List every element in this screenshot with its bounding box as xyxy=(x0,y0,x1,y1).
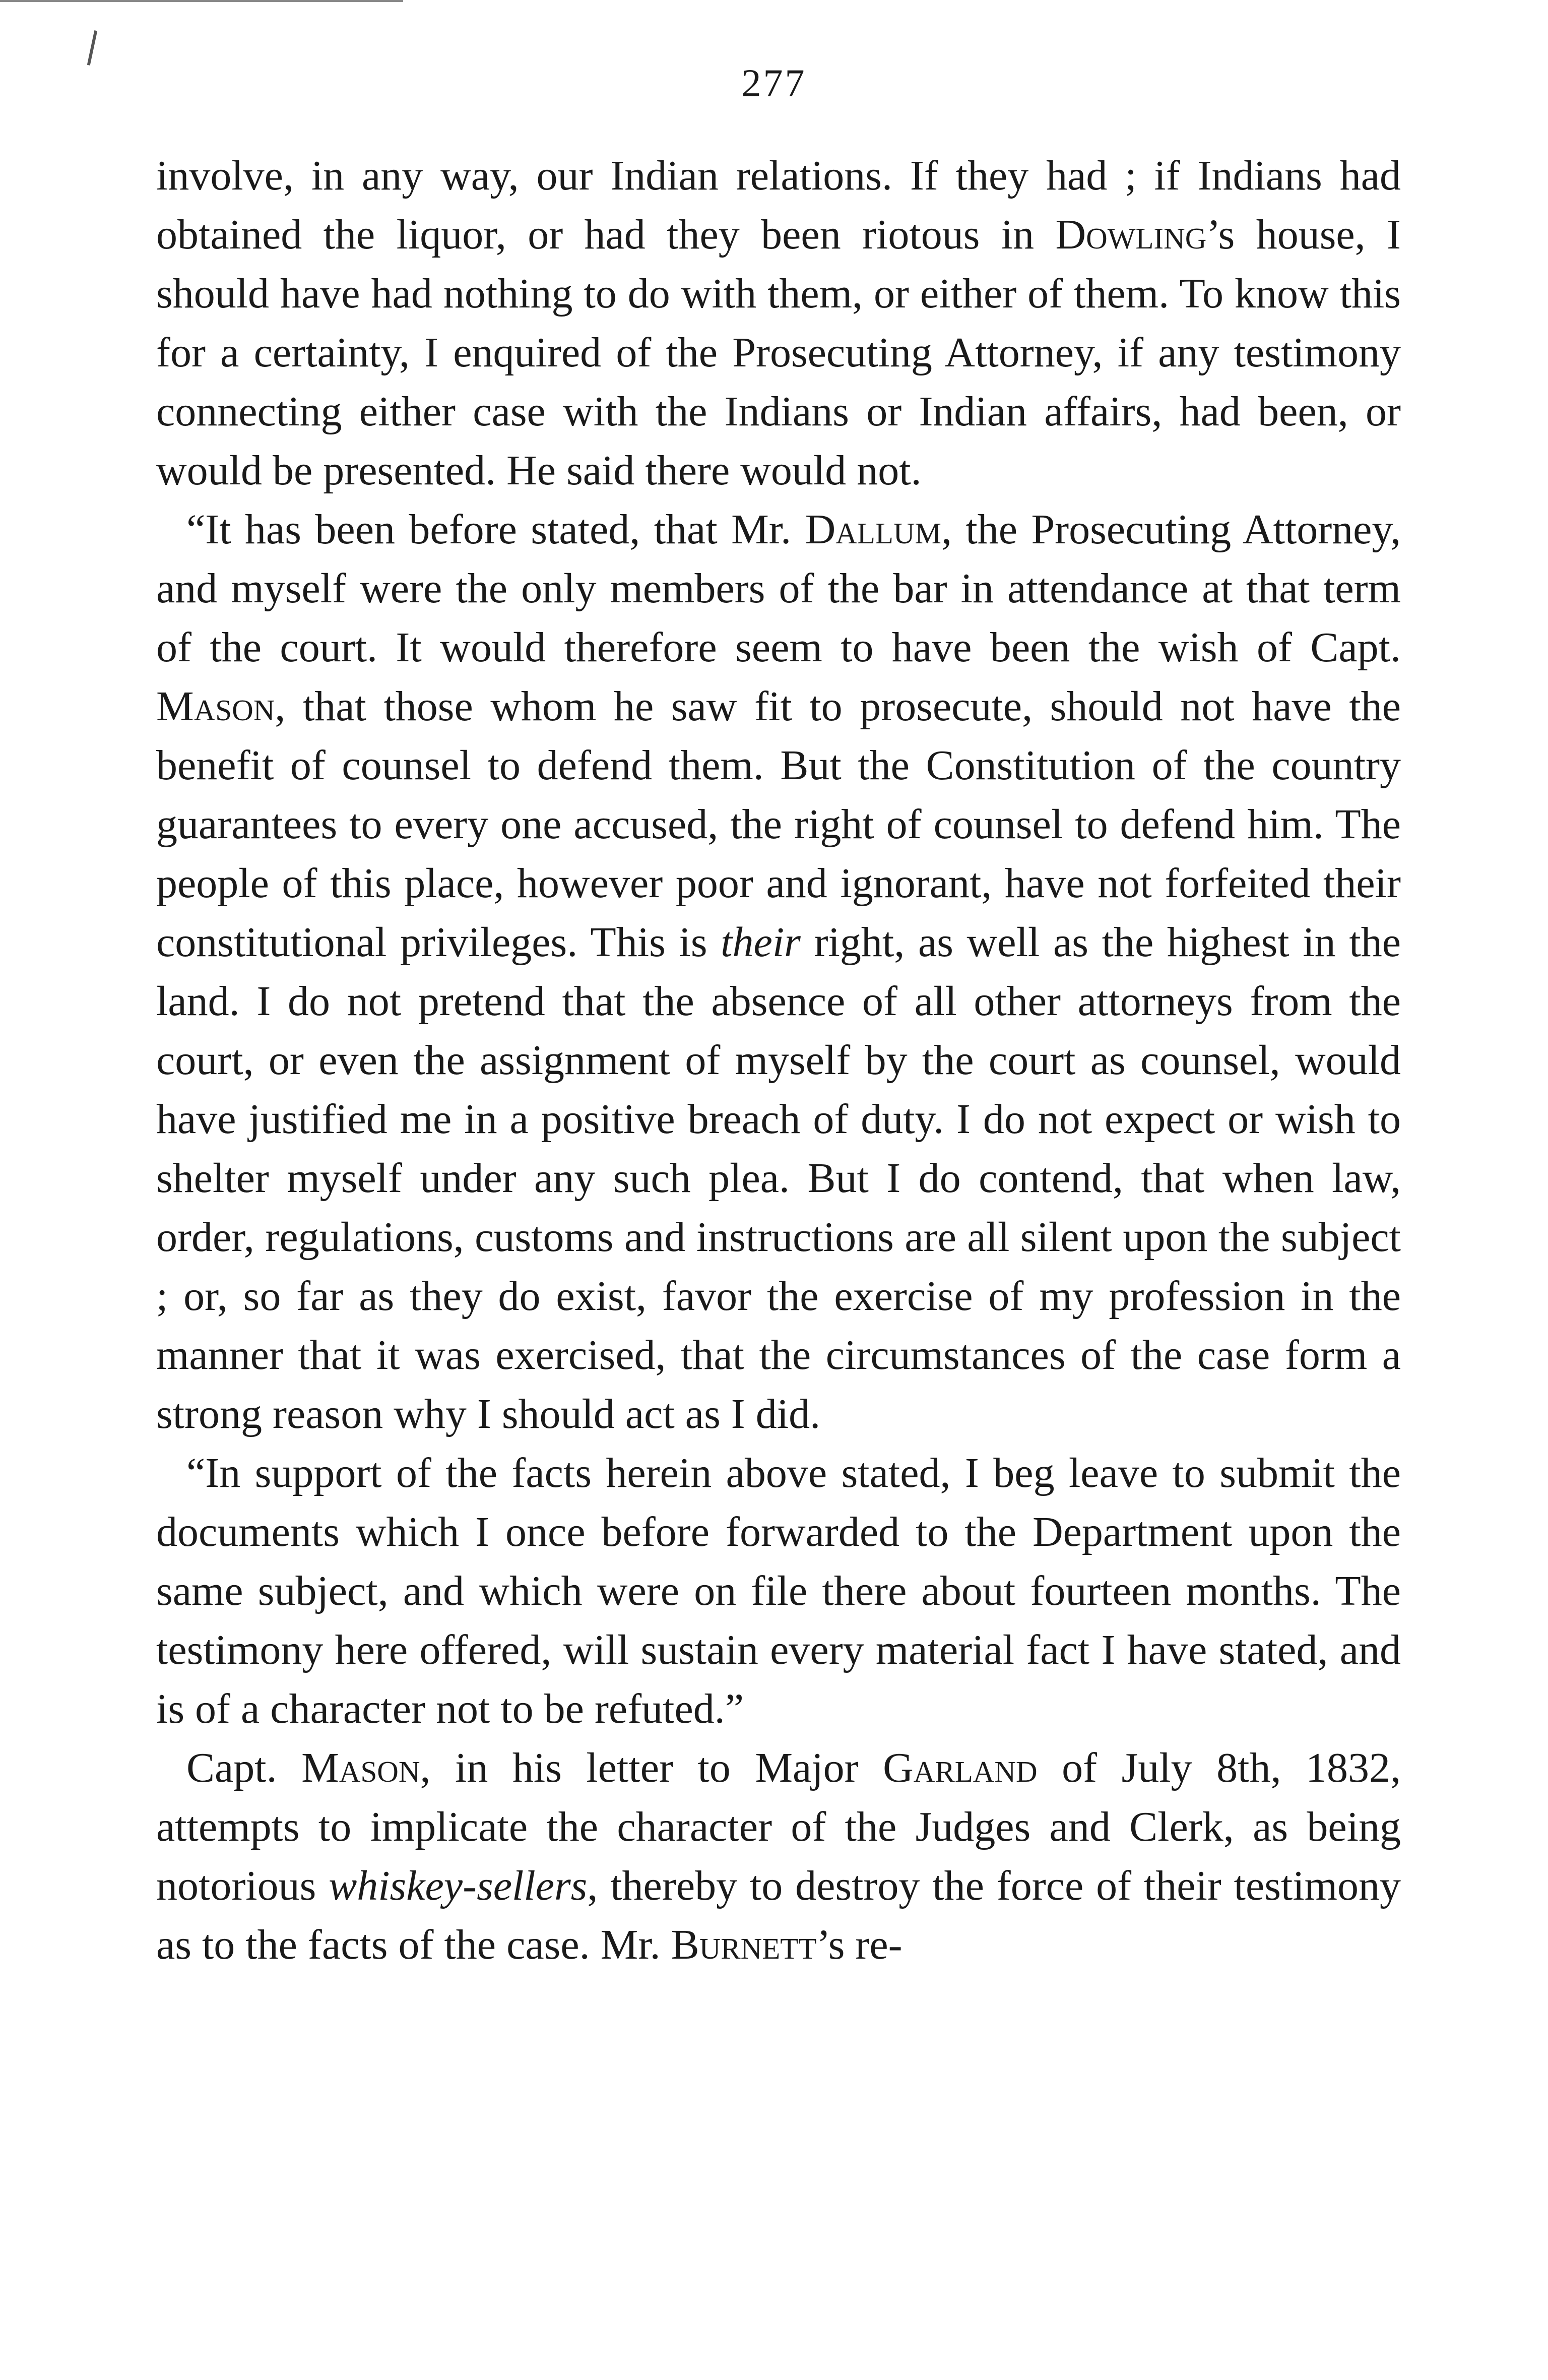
text-segment: involve, in any way, our Indian relations. If they had ; if Indians had obtained the liquor, or had they been riotous in xyxy=(156,152,1401,258)
emphasis-whiskey-sellers: whiskey-sellers xyxy=(329,1862,588,1909)
text-segment: ’s house, I should have had nothing to do with them, or either of them. To know this for a certainty, I enquired of the Prosecuting Attorney, if any testimony connecting either case with the Indians or Indian affairs, had been, or would be presented. He said there would not. xyxy=(156,211,1401,494)
paragraph-3 xyxy=(156,1444,1401,1738)
text-segment: , thereby to destroy the force of their testimony as to the facts of the case. Mr. xyxy=(156,1862,1401,1968)
name-burnett: Burnett xyxy=(671,1921,817,1968)
emphasis-their: their xyxy=(721,919,801,966)
text-segment: , the Prosecuting Attorney, and myself were the only members of the bar in attendance at that term of the court. It would therefore seem to have been the wish of Capt. xyxy=(156,506,1401,671)
text-segment: of July 8th, 1832, attempts to implicate the character of the Judges and Clerk, as being notorious xyxy=(156,1744,1401,1909)
name-garland: Garland xyxy=(883,1744,1038,1791)
paragraph-4 xyxy=(156,1738,1401,1974)
paragraph-2 xyxy=(156,500,1401,1444)
text-segment: ’s re- xyxy=(816,1921,902,1968)
page-top-edge xyxy=(0,0,403,2)
text-segment: “In support of the facts herein above stated, I beg leave to submit the documents which I once before forwarded to the Department upon the same subject, and which were on file there about fourteen months. The testimony here offered, will sustain every material fact I have stated, and is of a character not to be refuted.” xyxy=(156,1450,1401,1732)
text-segment: Capt. xyxy=(186,1744,302,1791)
name-mason: Mason xyxy=(301,1744,420,1791)
text-segment: , in his letter to Major xyxy=(420,1744,883,1791)
text-segment: “It has been before stated, that Mr. xyxy=(186,506,805,553)
paragraph-1 xyxy=(156,146,1401,500)
name-mason: Mason xyxy=(156,683,275,730)
name-dallum: Dallum xyxy=(805,506,941,553)
name-dowling: Dowling xyxy=(1055,211,1207,258)
page-number: 277 xyxy=(741,61,807,105)
text-segment: right, as well as the highest in the land. I do not pretend that the absence of all other attorneys from the court, or even the assignment of myself by the court as counsel, would have justified me in a positive breach of duty. I do not expect or wish to shelter myself under any such plea. But I do contend, that when law, order, regulations, customs and instructions are all silent upon the subject ; or, so far as they do exist, favor the exercise of my profession in the manner that it was exercised, that the circumstances of the case form a strong reason why I should act as I did. xyxy=(156,919,1401,1437)
body-text xyxy=(156,146,1401,1974)
text-segment: , that those whom he saw fit to prosecute, should not have the benefit of counsel to defend them. But the Constitution of the country guarantees to every one accused, the right of counsel to defend him. The people of this place, however poor and ignorant, have not forfeited their constitutional privileges. This is xyxy=(156,683,1401,966)
